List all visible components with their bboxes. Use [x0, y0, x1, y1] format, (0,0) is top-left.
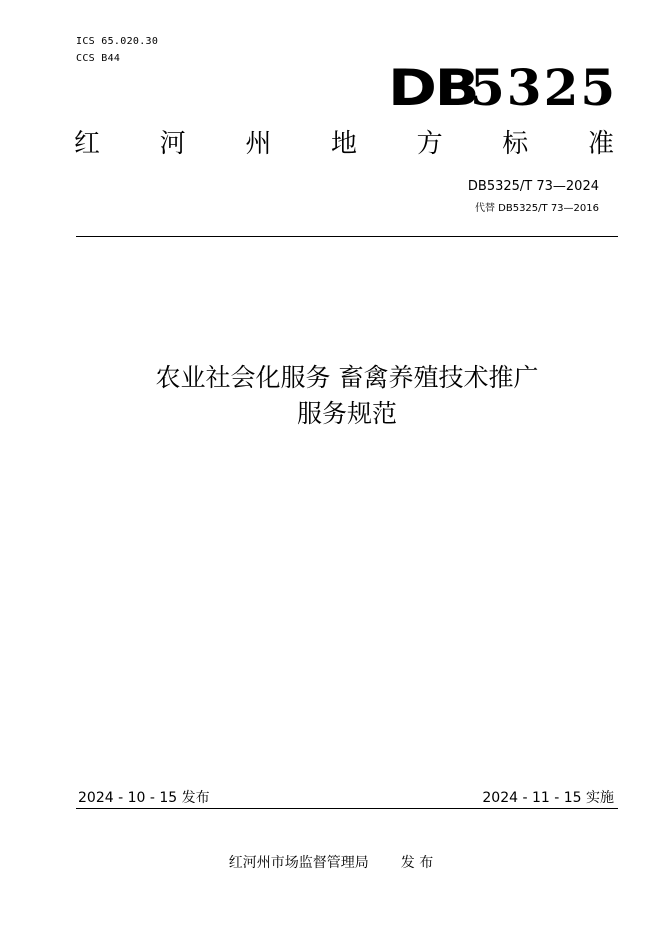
issuer-line	[0, 852, 662, 874]
db-logo	[388, 58, 618, 118]
db-logo-prefix: DB	[388, 59, 478, 117]
publish-date: 2024 - 10 - 15 发布	[78, 790, 210, 806]
implementation-date: 2024 - 11 - 15 实施	[482, 790, 614, 806]
issuer-name: 红河州市场监督管理局	[228, 855, 369, 871]
standard-type-char: 方	[416, 129, 443, 159]
replaces-standard: 代替 DB5325/T 73—2016	[474, 203, 599, 214]
issuer-action: 发 布	[400, 855, 434, 871]
ics-code: ICS 65.020.30	[76, 36, 159, 47]
top-divider	[76, 236, 618, 237]
db-logo-code: 5325	[470, 58, 618, 117]
bottom-divider	[76, 808, 618, 809]
standard-type-char: 州	[245, 129, 272, 159]
document-title	[76, 360, 618, 432]
standard-number: DB5325/T 73—2024	[467, 179, 599, 194]
dates-row	[76, 787, 618, 809]
document-title-line: 服务规范	[296, 399, 397, 428]
standard-type-heading	[74, 127, 614, 161]
standard-type-char: 河	[159, 129, 186, 159]
standard-type-char: 标	[502, 129, 529, 159]
standard-type-char: 地	[330, 129, 357, 159]
standard-type-char: 红	[74, 129, 101, 159]
classification-codes	[76, 33, 158, 67]
document-title-line: 农业社会化服务 畜禽养殖技术推广	[155, 363, 539, 392]
standard-type-char: 准	[587, 129, 614, 159]
ccs-code: CCS B44	[76, 53, 121, 64]
